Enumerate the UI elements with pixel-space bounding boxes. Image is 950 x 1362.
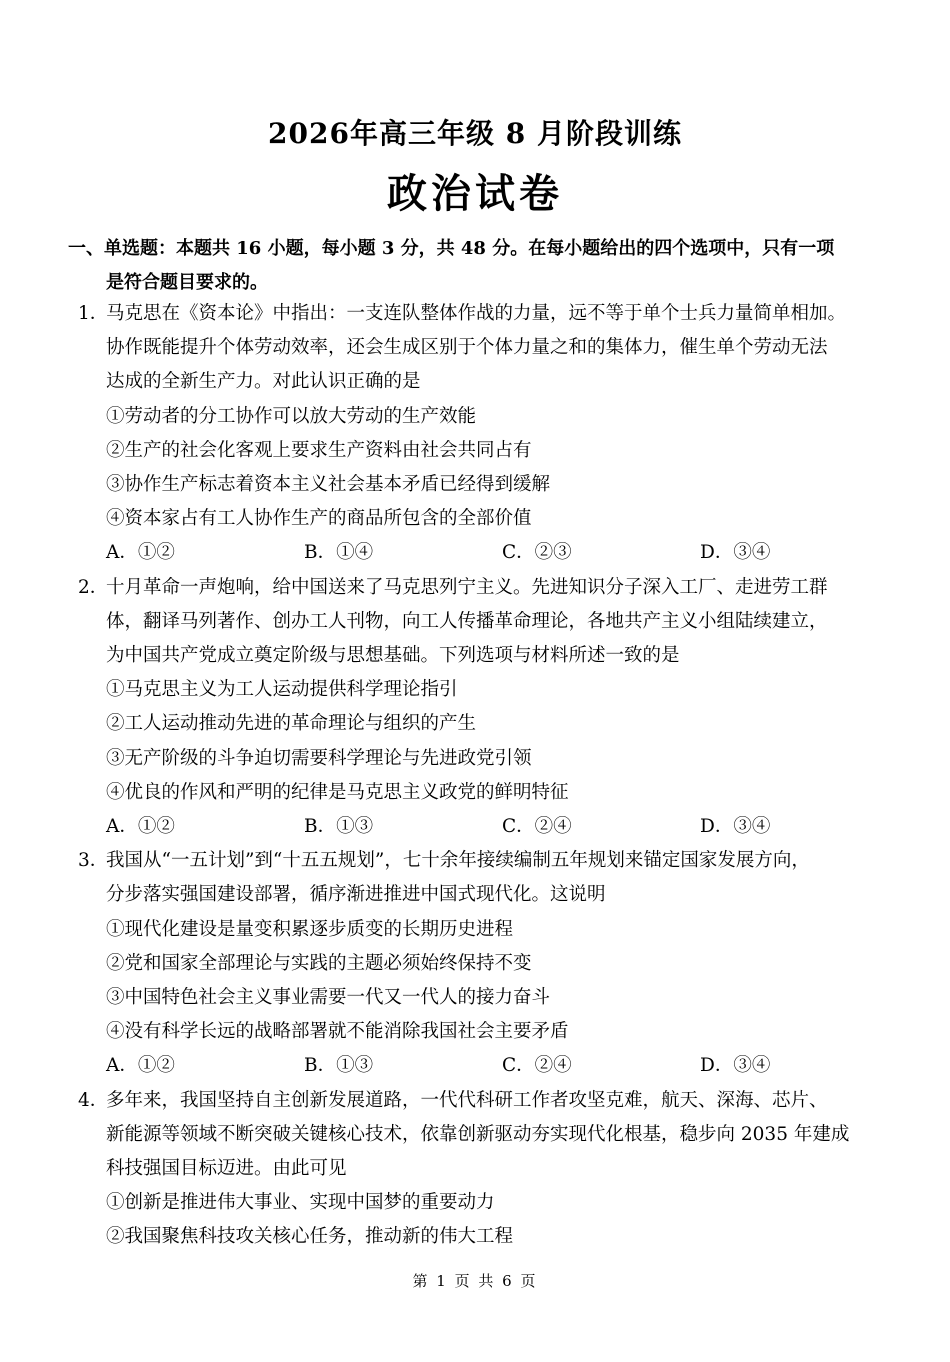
question-stem-line: 马克思在《资本论》中指出：一支连队整体作战的力量，远不等于单个士兵力量简单相加。	[106, 303, 847, 324]
question-number: 3．	[78, 850, 109, 872]
page-footer: 第 1 页 共 6 页	[412, 1272, 538, 1290]
answer-option: C．②④	[502, 1055, 572, 1077]
answer-option: D．③④	[700, 816, 771, 837]
question-stem-line: 协作既能提升个体劳动效率，还会生成区别于个体力量之和的集体力，催生单个劳动无法	[106, 337, 828, 359]
section-heading	[68, 232, 888, 300]
question-statement: ①现代化建设是量变积累逐步质变的长期历史进程	[106, 918, 514, 940]
question-statement: ②党和国家全部理论与实践的主题必须始终保持不变	[106, 952, 532, 974]
answer-option: A．①②	[106, 1055, 175, 1077]
answer-option: A．①②	[106, 816, 175, 837]
question-stem-line: 多年来，我国坚持自主创新发展道路，一代代科研工作者攻坚克难，航天、深海、芯片、	[106, 1089, 828, 1111]
answer-option: A．①②	[106, 542, 175, 564]
question-stem-line: 新能源等领域不断突破关键核心技术，依靠创新驱动夯实现代化根基，稳步向 2035 年建成	[106, 1123, 850, 1145]
question-stem-line: 我国从“一五计划”到“十五五规划”，七十余年接续编制五年规划来锚定国家发展方向，	[106, 850, 810, 872]
question-stem-line: 十月革命一声炮响，给中国送来了马克思列宁主义。先进知识分子深入工厂、走进劳工群	[106, 576, 828, 598]
section-heading-line2: 是符合题目要求的。	[106, 272, 268, 293]
answer-option: B．①③	[304, 816, 374, 837]
question-stem-line: 达成的全新生产力。对此认识正确的是	[106, 371, 421, 393]
question-statement: ③中国特色社会主义事业需要一代又一代人的接力奋斗	[106, 987, 551, 1008]
question-statement: ②我国聚焦科技攻关核心任务，推动新的伟大工程	[106, 1226, 514, 1248]
question-statement: ④没有科学长远的战略部署就不能消除我国社会主要矛盾	[106, 1021, 569, 1043]
question-statement: ③协作生产标志着资本主义社会基本矛盾已经得到缓解	[106, 474, 551, 495]
question-number: 4．	[78, 1089, 109, 1111]
answer-option: C．②③	[502, 542, 572, 564]
answer-option: C．②④	[502, 816, 572, 837]
exam-subtitle: 政治试卷	[387, 170, 563, 217]
question-statement: ③无产阶级的斗争迫切需要科学理论与先进政党引领	[106, 747, 532, 769]
answer-option: D．③④	[700, 1055, 771, 1077]
question-statement: ②工人运动推动先进的革命理论与组织的产生	[106, 713, 477, 735]
answer-option: B．①④	[304, 542, 374, 564]
question-number: 1．	[78, 303, 109, 324]
question-statement: ①劳动者的分工协作可以放大劳动的生产效能	[106, 405, 477, 427]
question-stem-line: 分步落实强国建设部署，循序渐进推进中国式现代化。这说明	[106, 884, 606, 906]
question-statement: ②生产的社会化客观上要求生产资料由社会共同占有	[106, 439, 532, 461]
question-statement: ①马克思主义为工人运动提供科学理论指引	[106, 679, 458, 701]
question-statement: ④优良的作风和严明的纪律是马克思主义政党的鲜明特征	[106, 781, 569, 803]
question-statement: ①创新是推进伟大事业、实现中国梦的重要动力	[106, 1192, 495, 1214]
question-stem-line: 为中国共产党成立奠定阶级与思想基础。下列选项与材料所述一致的是	[106, 645, 680, 666]
answer-option: B．①③	[304, 1055, 374, 1077]
answer-option: D．③④	[700, 542, 771, 564]
question-stem-line: 体，翻译马列著作、创办工人刊物，向工人传播革命理论，各地共产主义小组陆续建立，	[106, 610, 828, 632]
section-heading-line1: 一、单选题：本题共 16 小题，每小题 3 分，共 48 分。在每小题给出的四个选项中，只有一项	[68, 238, 835, 259]
question-stem-line: 科技强国目标迈进。由此可见	[106, 1158, 347, 1179]
question-number: 2．	[78, 576, 109, 598]
question-statement: ④资本家占有工人协作生产的商品所包含的全部价值	[106, 508, 532, 530]
exam-title: 2026年高三年级 8 月阶段训练	[268, 117, 682, 150]
